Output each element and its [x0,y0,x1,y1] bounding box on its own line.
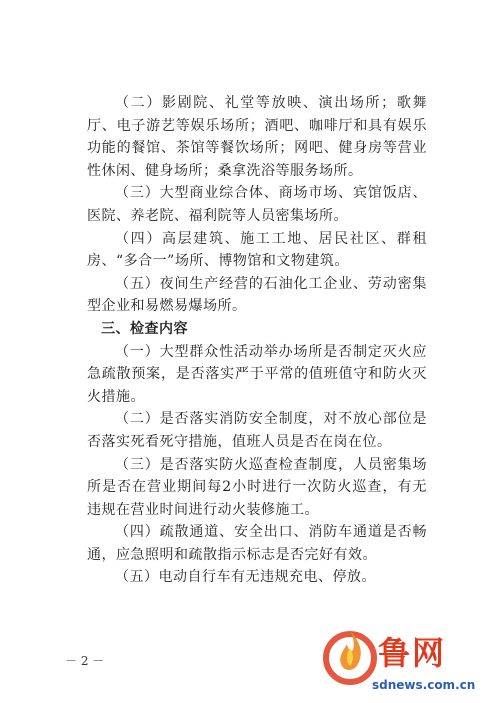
paragraph-inspection-3: （三）是否落实防火巡查检查制度，人员密集场所是否在营业期间每2小时进行一次防火巡查，有无违规在营业时间进行动火装修施工。 [87,456,427,518]
paragraph-venue-highrise: （四）高层建筑、施工工地、居民社区、群租房、“多合一”场所、博物馆和文物建筑。 [87,230,427,270]
paragraph-venue-entertainment: （二）影剧院、礼堂等放映、演出场所；歌舞厅、电子游艺等娱乐场所；酒吧、咖啡厅和具有娱乐功能的餐馆、茶馆等餐饮场所；网吧、健身房等营业性休闲、健身场所；桑拿洗浴等服务场所。 [87,95,427,179]
watermark-brand-text: 鲁网 [378,634,447,672]
paragraph-venue-commercial: （三）大型商业综合体、商场市场、宾馆饭店、医院、养老院、福利院等人员密集场所。 [87,185,427,224]
document-body [87,92,427,589]
paragraph-venue-industrial: （五）夜间生产经营的石油化工企业、劳动密集型企业和易燃易爆场所。 [87,275,427,315]
watermark-url-text: sdnews.com.cn [372,678,476,692]
page-number: － 2 － [65,654,105,668]
flame-logo-icon [320,620,380,690]
paragraph-inspection-5: （五）电动自行车有无违规充电、停放。 [115,569,376,586]
paragraph-inspection-1: （一）大型群众性活动举办场所是否制定灭火应急疏散预案，是否落实严于平常的值班值守和防火灭火措施。 [87,343,427,405]
paragraph-inspection-2: （二）是否落实消防安全制度，对不放心部位是否落实死看死守措施，值班人员是否在岗在位。 [87,411,427,450]
paragraph-inspection-4: （四）疏散通道、安全出口、消防车通道是否畅通，应急照明和疏散指示标志是否完好有效。 [87,524,427,563]
section-heading-inspection: 三、检查内容 [101,320,188,337]
watermark-logo [320,620,495,700]
